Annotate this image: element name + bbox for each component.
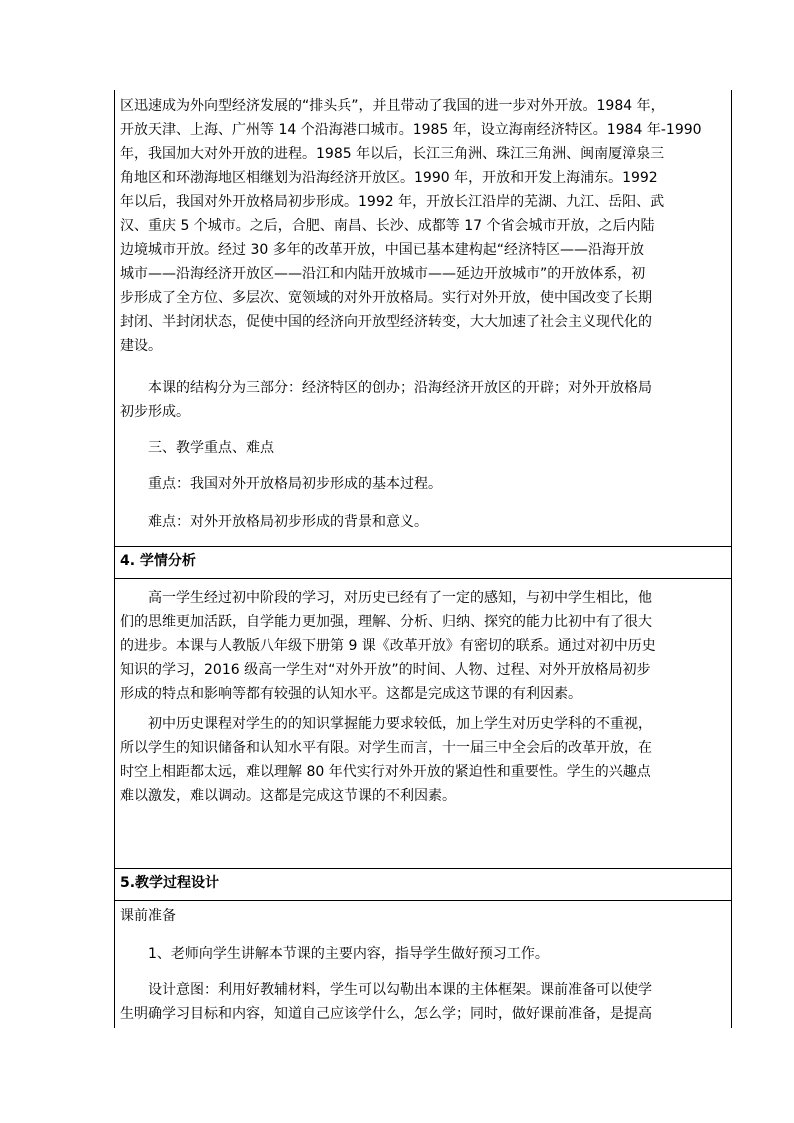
row-divider — [114, 900, 732, 901]
text-line: 高一学生经过初中阶段的学习，对历史已经有了一定的感知，与初中学生相比，他 — [148, 590, 652, 606]
prep-title: 课前准备 — [120, 908, 176, 924]
prep-item-1: 1、老师向学生讲解本节课的主要内容，指导学生做好预习工作。 — [148, 946, 549, 962]
heading-teaching-process: 5.教学过程设计 — [120, 875, 220, 891]
text-line: 难以激发，难以调动。这都是完成这节课的不利因素。 — [120, 788, 456, 804]
design-intent-paragraph — [120, 978, 724, 1026]
row-divider — [114, 578, 732, 579]
text-line: 建设。 — [120, 338, 162, 354]
text-line: 时空上相距都太远，难以理解 80 年代实行对外开放的紧迫性和重要性。学生的兴趣点 — [120, 764, 651, 780]
text-line: 区迅速成为外向型经济发展的“排头兵”，并且带动了我国的进一步对外开放。1984 年， — [120, 98, 665, 114]
text-line: 年以后，我国对外开放格局初步形成。1992 年，开放长江沿岸的芜湖、九江、岳阳、武 — [120, 194, 665, 210]
text-line: 初中历史课程对学生的的知识掌握能力要求较低，加上学生对历史学科的不重视， — [148, 716, 652, 732]
text-line: 们的思维更加活跃，自学能力更加强，理解、分析、归纳、探究的能力比初中有了很大 — [120, 614, 652, 630]
heading-student-analysis: 4. 学情分析 — [120, 553, 196, 569]
table-left-border — [114, 90, 115, 1028]
text-line: 开放天津、上海、广州等 14 个沿海港口城市。1985 年，设立海南经济特区。1984 年-1990 — [120, 122, 702, 138]
text-line: 的进步。本课与人教版八年级下册第 9 课《改革开放》有密切的联系。通过对初中历史 — [120, 638, 656, 654]
text-line: 步形成了全方位、多层次、宽领域的对外开放格局。实行对外开放，使中国改变了长期 — [120, 290, 652, 306]
key-point-line: 重点：我国对外开放格局初步形成的基本过程。 — [148, 476, 442, 492]
row-divider — [114, 868, 732, 869]
text-line: 初步形成。 — [120, 404, 190, 420]
text-line: 角地区和环渤海地区相继划为沿海经济开放区。1990 年，开放和开发上海浦东。1992 — [120, 170, 658, 186]
student-analysis-paragraph-1 — [120, 586, 724, 706]
text-line: 形成的特点和影响等都有较强的认知水平。这都是完成这节课的有利因素。 — [120, 686, 582, 702]
text-line: 生明确学习目标和内容，知道自己应该学什么，怎么学；同时，做好课前准备，是提高 — [120, 1006, 652, 1022]
text-line: 城市——沿海经济开放区——沿江和内陆开放城市——延边开放城市”的开放体系，初 — [120, 266, 646, 282]
lesson-plan-table — [114, 90, 732, 1028]
difficulty-line: 难点：对外开放格局初步形成的背景和意义。 — [148, 514, 428, 530]
background-paragraph — [120, 94, 724, 358]
text-line: 边境城市开放。经过 30 多年的改革开放，中国已基本建构起“经济特区——沿海开放 — [120, 242, 644, 258]
section-3-heading: 三、教学重点、难点 — [148, 440, 274, 456]
text-line: 所以学生的知识储备和认知水平有限。对学生而言，十一届三中全会后的改革开放，在 — [120, 740, 652, 756]
text-line: 知识的学习，2016 级高一学生对“对外开放”的时间、人物、过程、对外开放格局初步 — [120, 662, 651, 678]
text-line: 封闭、半封闭状态，促使中国的经济向开放型经济转变，大大加速了社会主义现代化的 — [120, 314, 652, 330]
student-analysis-paragraph-2 — [120, 712, 724, 808]
structure-paragraph — [120, 376, 724, 424]
row-divider — [114, 546, 732, 547]
text-line: 设计意图：利用好教辅材料，学生可以勾勒出本课的主体框架。课前准备可以使学 — [148, 982, 652, 998]
text-line: 汉、重庆 5 个城市。之后，合肥、南昌、长沙、成都等 17 个省会城市开放，之后内陆 — [120, 218, 655, 234]
text-line: 年，我国加大对外开放的进程。1985 年以后，长江三角洲、珠江三角洲、闽南厦漳泉三 — [120, 146, 665, 162]
text-line: 本课的结构分为三部分：经济特区的创办；沿海经济开放区的开辟；对外开放格局 — [148, 380, 652, 396]
table-right-border — [731, 90, 732, 1028]
